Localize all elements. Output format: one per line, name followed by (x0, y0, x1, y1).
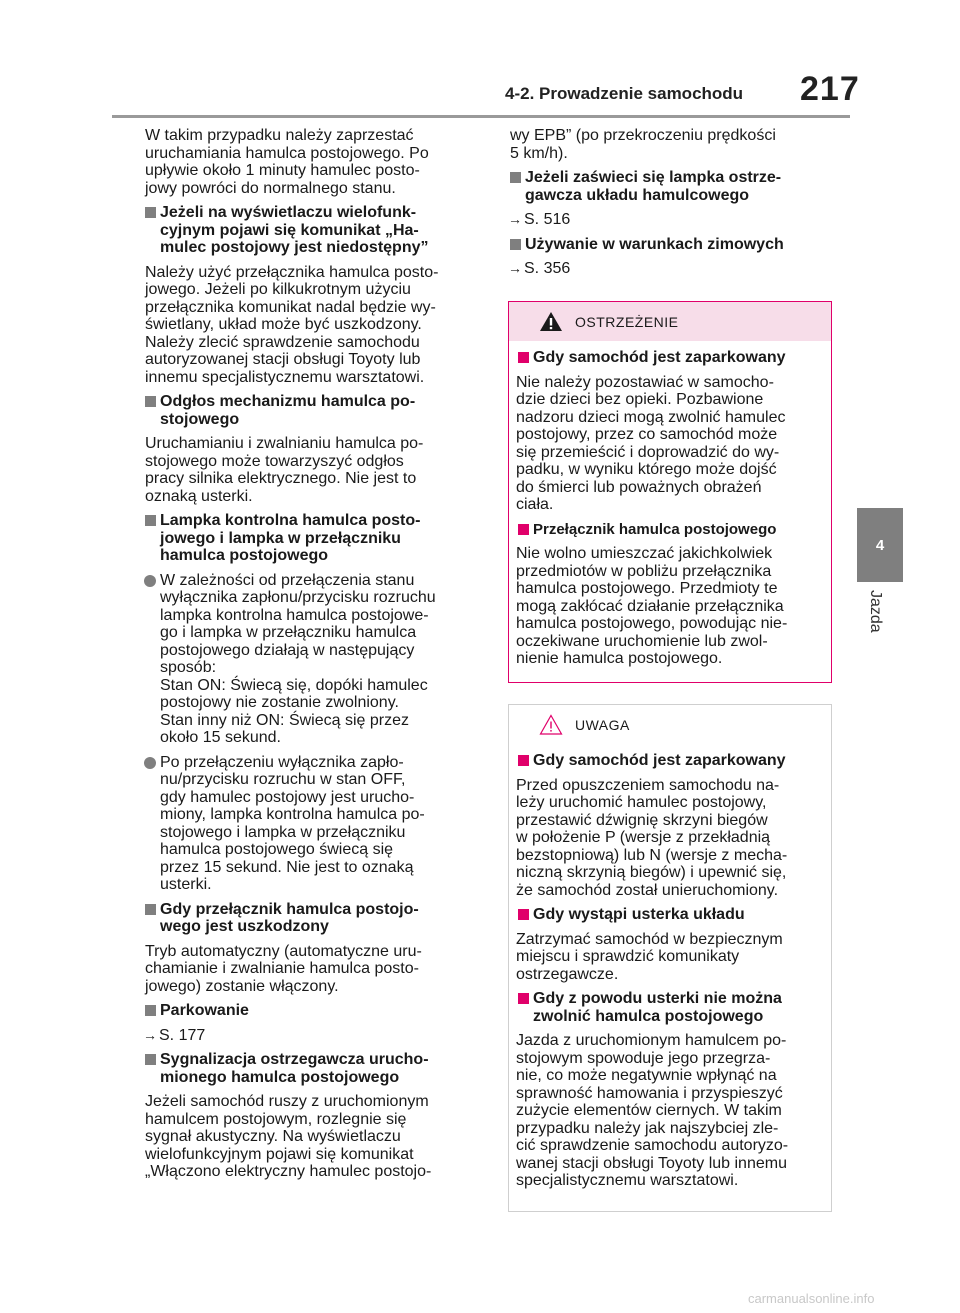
notice-box (508, 704, 832, 1212)
section-title: 4-2. Prowadzenie samochodu (505, 84, 744, 103)
reference-text: S. 356 (524, 260, 571, 277)
subheading: Sygnalizacja ostrzegawcza urucho- mionego hamulca postojowego (143, 1051, 485, 1086)
subheading: Jeżeli zaświeci się lampka ostrze- gawcza układu hamulcowego (508, 169, 838, 204)
subheading: Jeżeli na wyświetlaczu wielofunk- cyjnym pojawi się komunikat „Ha- mulec postojowy jest niedostępny” (143, 204, 485, 257)
chapter-tab (857, 508, 903, 582)
subheading: Gdy samochód jest zaparkowany (516, 349, 824, 367)
reference-text: S. 177 (159, 1026, 206, 1044)
subheading: Gdy wystąpi usterka układu (516, 906, 824, 924)
subheading: Parkowanie (143, 1002, 485, 1020)
warning-body (509, 341, 831, 668)
arrow-icon: → (143, 1026, 157, 1043)
warning-triangle-icon (539, 311, 563, 332)
caution-triangle-icon (539, 714, 563, 735)
paragraph: Tryb automatyczny (automatyczne uru- chamianie i zwalnianie hamulca posto- jowego) zostanie włączony. (145, 942, 422, 995)
bullet-item: Po przełączeniu wyłącznika zapło- nu/przycisku rozruchu w stan OFF, gdy hamulec postojowy jest urucho- miony, lampka kontrolna hamulca po- stojowego i lampka w przełączniku hamulca postojowego świecą się przez 15 sekund. Nie jest to oznaką usterki. (143, 754, 485, 894)
notice-header (509, 705, 831, 744)
paragraph: wy EPB” (po przekroczeniu prędkości 5 km/h). (510, 127, 776, 162)
page-reference (143, 1027, 485, 1045)
chapter-label: Jazda (867, 590, 884, 633)
chapter-number: 4 (875, 536, 885, 554)
warning-box (508, 301, 832, 683)
page-reference (508, 260, 838, 278)
paragraph: Jeżeli samochód ruszy z uruchomionym hamulcem postojowym, rozlegnie się sygnał akustyczny. Na wyświetlaczu wielofunkcyjnym pojawi się komunikat „Włączono elektryczny hamulec postojo- (145, 1093, 432, 1180)
left-column (143, 127, 485, 1188)
page-number: 217 (800, 70, 860, 108)
right-column (508, 127, 838, 285)
bullet-item: W zależności od przełączenia stanu wyłącznika zapłonu/przycisku rozruchu lampka kontrolna hamulca postojowe- go i lampka w przełączniku hamulca postojowego działają w następujący sposób: Stan ON: Świecą się, dopóki hamulec postojowy nie zostanie zwolniony. Stan inny niż ON: Świecą się przez około 15 sekund. (143, 572, 485, 747)
paragraph: Zatrzymać samochód w bezpiecznym miejscu i sprawdzić komunikaty ostrzegawcze. (516, 930, 783, 983)
subheading: Używanie w warunkach zimowych (508, 236, 838, 254)
subheading: Przełącznik hamulca postojowego (516, 521, 824, 539)
paragraph: Nie wolno umieszczać jakichkolwiek przedmiotów w pobliżu przełącznika hamulca postojowego. Przedmioty te mogą zakłócać działanie przełącznika hamulca postojowego, powodując nie- oczekiwane uruchomienie lub zwol- nienie hamulca postojowego. (516, 545, 788, 667)
paragraph: Należy użyć przełącznika hamulca posto- jowego. Jeżeli po kilkukrotnym użyciu przełącznika komunikat nadal będzie wy- świetlany, układ może być uszkodzony. Należy zlecić sprawdzenie samochodu autoryzowanej stacji obsługi Toyoty lub innemu specjalistycznemu warsztatowi. (145, 263, 439, 386)
paragraph: Jazda z uruchomionym hamulcem po- stojowym spowoduje jego przegrza- nie, co może negatywnie wpłynąć na sprawność hamowania i przyspieszyć zużycie elementów ciernych. W takim przypadku należy jak najszybciej zle- cić sprawdzenie samochodu autoryzo- wanej stacji obsługi Toyoty lub innemu specjalistycznemu warsztatowi. (516, 1032, 789, 1189)
subheading: Odgłos mechanizmu hamulca po- stojowego (143, 393, 485, 428)
paragraph: W takim przypadku należy zaprzestać uruchamiania hamulca postojowego. Po upływie około 1 minuty hamulec posto- jowy powróci do normalnego stanu. (145, 127, 429, 197)
subheading: Lampka kontrolna hamulca posto- jowego i lampka w przełączniku hamulca postojowego (143, 512, 485, 565)
warning-title: OSTRZEŻENIE (575, 313, 679, 330)
watermark: carmanualsonline.info (748, 1291, 875, 1306)
page-reference (508, 211, 838, 229)
arrow-icon: → (508, 260, 522, 276)
notice-title: UWAGA (575, 716, 630, 733)
paragraph: Nie należy pozostawiać w samocho- dzie dzieci bez opieki. Pozbawione nadzoru dzieci mogą zwolnić hamulec postojowy, przez co samochód może się przemieścić i doprowadzić do wy- padku, w wyniku którego może dojść do śmierci lub poważnych obrażeń ciała. (516, 373, 786, 513)
header-divider (112, 115, 850, 118)
paragraph: Uruchamianiu i zwalnianiu hamulca po- stojowego może towarzyszyć odgłos pracy silnika elektrycznego. Nie jest to oznaką usterki. (145, 435, 424, 505)
warning-header (509, 302, 831, 341)
reference-text: S. 516 (524, 211, 571, 228)
subheading: Gdy przełącznik hamulca postojo- wego jest uszkodzony (143, 901, 485, 936)
arrow-icon: → (508, 211, 522, 227)
paragraph: Przed opuszczeniem samochodu na- leży uruchomić hamulec postojowy, przestawić dźwignię skrzyni biegów w położenie P (wersje z przekładnią bezstopniową) lub N (wersje z mecha- niczną skrzynią biegów) i upewnić się, że samochód został unieruchomiony. (516, 776, 788, 899)
notice-body (509, 744, 831, 1190)
subheading: Gdy samochód jest zaparkowany (516, 752, 824, 770)
subheading: Gdy z powodu usterki nie można zwolnić hamulca postojowego (516, 990, 824, 1025)
